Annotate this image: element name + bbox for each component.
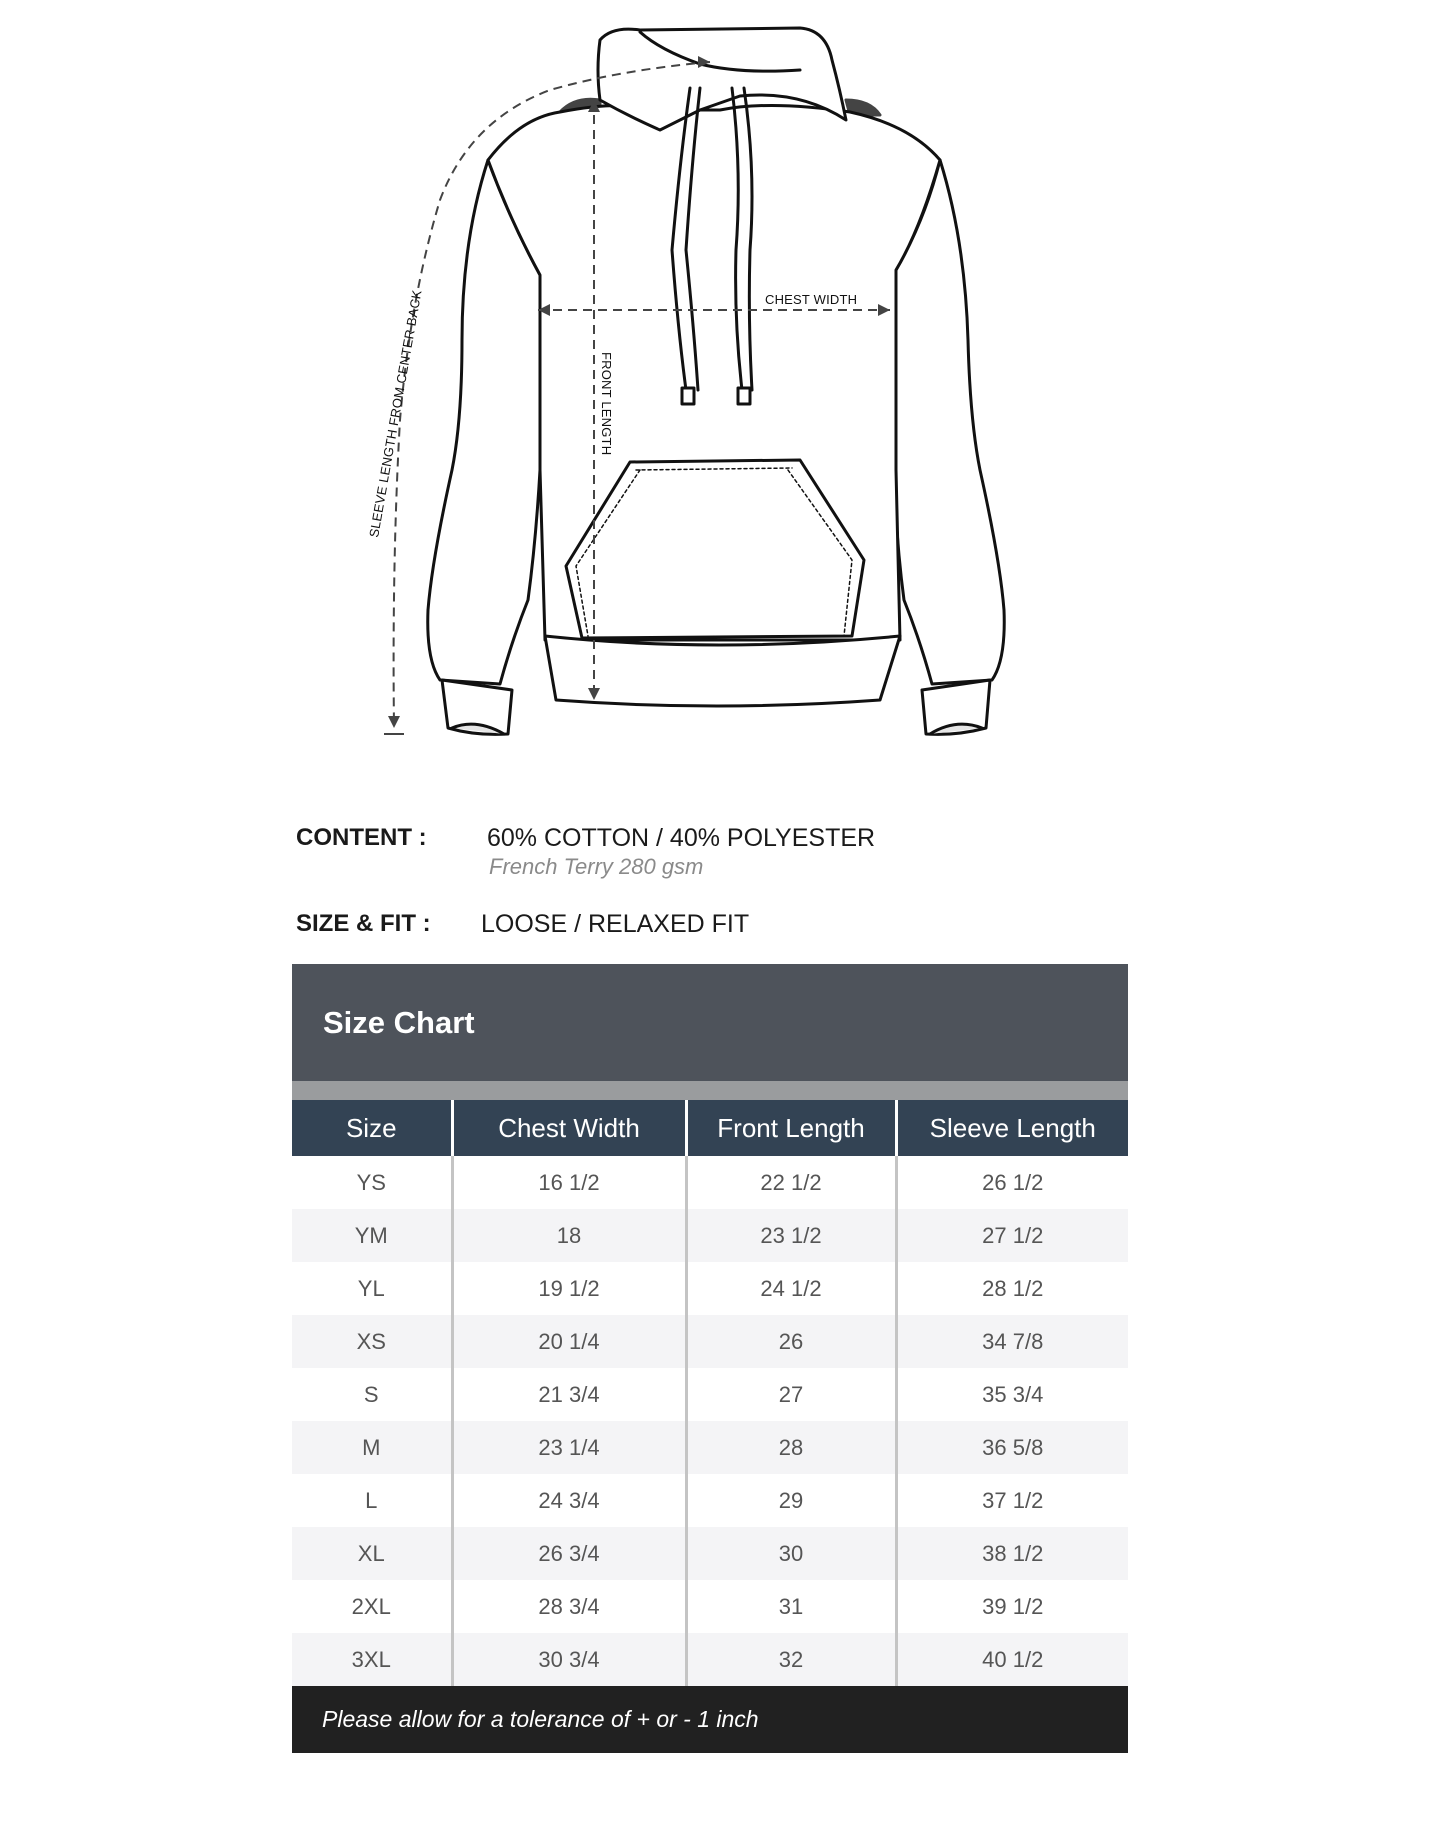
size-cell: XS xyxy=(292,1315,452,1368)
front-length-cell: 24 1/2 xyxy=(686,1262,896,1315)
chest-width-cell: 30 3/4 xyxy=(452,1633,686,1686)
table-row xyxy=(292,1368,1128,1421)
table-row xyxy=(292,1262,1128,1315)
table-row xyxy=(292,1421,1128,1474)
table-row xyxy=(292,1633,1128,1686)
table-row xyxy=(292,1156,1128,1209)
content-value: 60% COTTON / 40% POLYESTER xyxy=(487,824,876,852)
size-cell: XL xyxy=(292,1527,452,1580)
column-header-front-length: Front Length xyxy=(686,1100,896,1156)
hoodie-measurement-diagram xyxy=(0,0,1432,760)
size-cell: 2XL xyxy=(292,1580,452,1633)
chest-width-cell: 20 1/4 xyxy=(452,1315,686,1368)
size-chart xyxy=(292,964,1128,1753)
front-length-cell: 32 xyxy=(686,1633,896,1686)
table-row xyxy=(292,1474,1128,1527)
front-length-cell: 30 xyxy=(686,1527,896,1580)
chest-width-cell: 21 3/4 xyxy=(452,1368,686,1421)
front-length-cell: 23 1/2 xyxy=(686,1209,896,1262)
sleeve-length-cell: 34 7/8 xyxy=(896,1315,1128,1368)
sleeve-length-cell: 35 3/4 xyxy=(896,1368,1128,1421)
column-header-sleeve-length: Sleeve Length xyxy=(896,1100,1128,1156)
sleeve-length-label: SLEEVE LENGTH FROM CENTER BACK xyxy=(366,288,425,539)
chest-width-cell: 18 xyxy=(452,1209,686,1262)
column-header-size: Size xyxy=(292,1100,452,1156)
content-label: CONTENT : xyxy=(296,824,427,851)
size-table xyxy=(292,1100,1128,1686)
sleeve-length-cell: 39 1/2 xyxy=(896,1580,1128,1633)
content-sub: French Terry 280 gsm xyxy=(489,854,704,879)
front-length-cell: 29 xyxy=(686,1474,896,1527)
size-cell: L xyxy=(292,1474,452,1527)
sleeve-length-cell: 36 5/8 xyxy=(896,1421,1128,1474)
size-cell: 3XL xyxy=(292,1633,452,1686)
sleeve-length-cell: 38 1/2 xyxy=(896,1527,1128,1580)
size-chart-divider xyxy=(292,1081,1128,1100)
tolerance-note: Please allow for a tolerance of + or - 1 inch xyxy=(322,1706,759,1732)
size-cell: YM xyxy=(292,1209,452,1262)
fit-value: LOOSE / RELAXED FIT xyxy=(481,910,750,938)
size-chart-title: Size Chart xyxy=(323,1004,475,1040)
sleeve-length-cell: 37 1/2 xyxy=(896,1474,1128,1527)
size-cell: YL xyxy=(292,1262,452,1315)
size-chart-footer xyxy=(292,1686,1128,1753)
sleeve-length-cell: 27 1/2 xyxy=(896,1209,1128,1262)
front-length-cell: 26 xyxy=(686,1315,896,1368)
size-cell: S xyxy=(292,1368,452,1421)
front-length-cell: 28 xyxy=(686,1421,896,1474)
sleeve-length-cell: 40 1/2 xyxy=(896,1633,1128,1686)
chest-width-label: CHEST WIDTH xyxy=(765,292,858,307)
table-header-row xyxy=(292,1100,1128,1156)
table-row xyxy=(292,1580,1128,1633)
chest-width-cell: 19 1/2 xyxy=(452,1262,686,1315)
chest-width-cell: 28 3/4 xyxy=(452,1580,686,1633)
table-row xyxy=(292,1315,1128,1368)
chest-width-cell: 23 1/4 xyxy=(452,1421,686,1474)
front-length-cell: 31 xyxy=(686,1580,896,1633)
table-row xyxy=(292,1527,1128,1580)
size-chart-header xyxy=(292,964,1128,1081)
front-length-label: FRONT LENGTH xyxy=(599,352,614,456)
size-cell: YS xyxy=(292,1156,452,1209)
chest-width-cell: 24 3/4 xyxy=(452,1474,686,1527)
sleeve-length-cell: 28 1/2 xyxy=(896,1262,1128,1315)
hoodie-illustration xyxy=(0,0,1432,760)
front-length-cell: 27 xyxy=(686,1368,896,1421)
column-header-chest-width: Chest Width xyxy=(452,1100,686,1156)
chest-width-cell: 26 3/4 xyxy=(452,1527,686,1580)
chest-width-cell: 16 1/2 xyxy=(452,1156,686,1209)
fit-label: SIZE & FIT : xyxy=(296,910,431,937)
size-cell: M xyxy=(292,1421,452,1474)
table-row xyxy=(292,1209,1128,1262)
sleeve-length-cell: 26 1/2 xyxy=(896,1156,1128,1209)
front-length-cell: 22 1/2 xyxy=(686,1156,896,1209)
